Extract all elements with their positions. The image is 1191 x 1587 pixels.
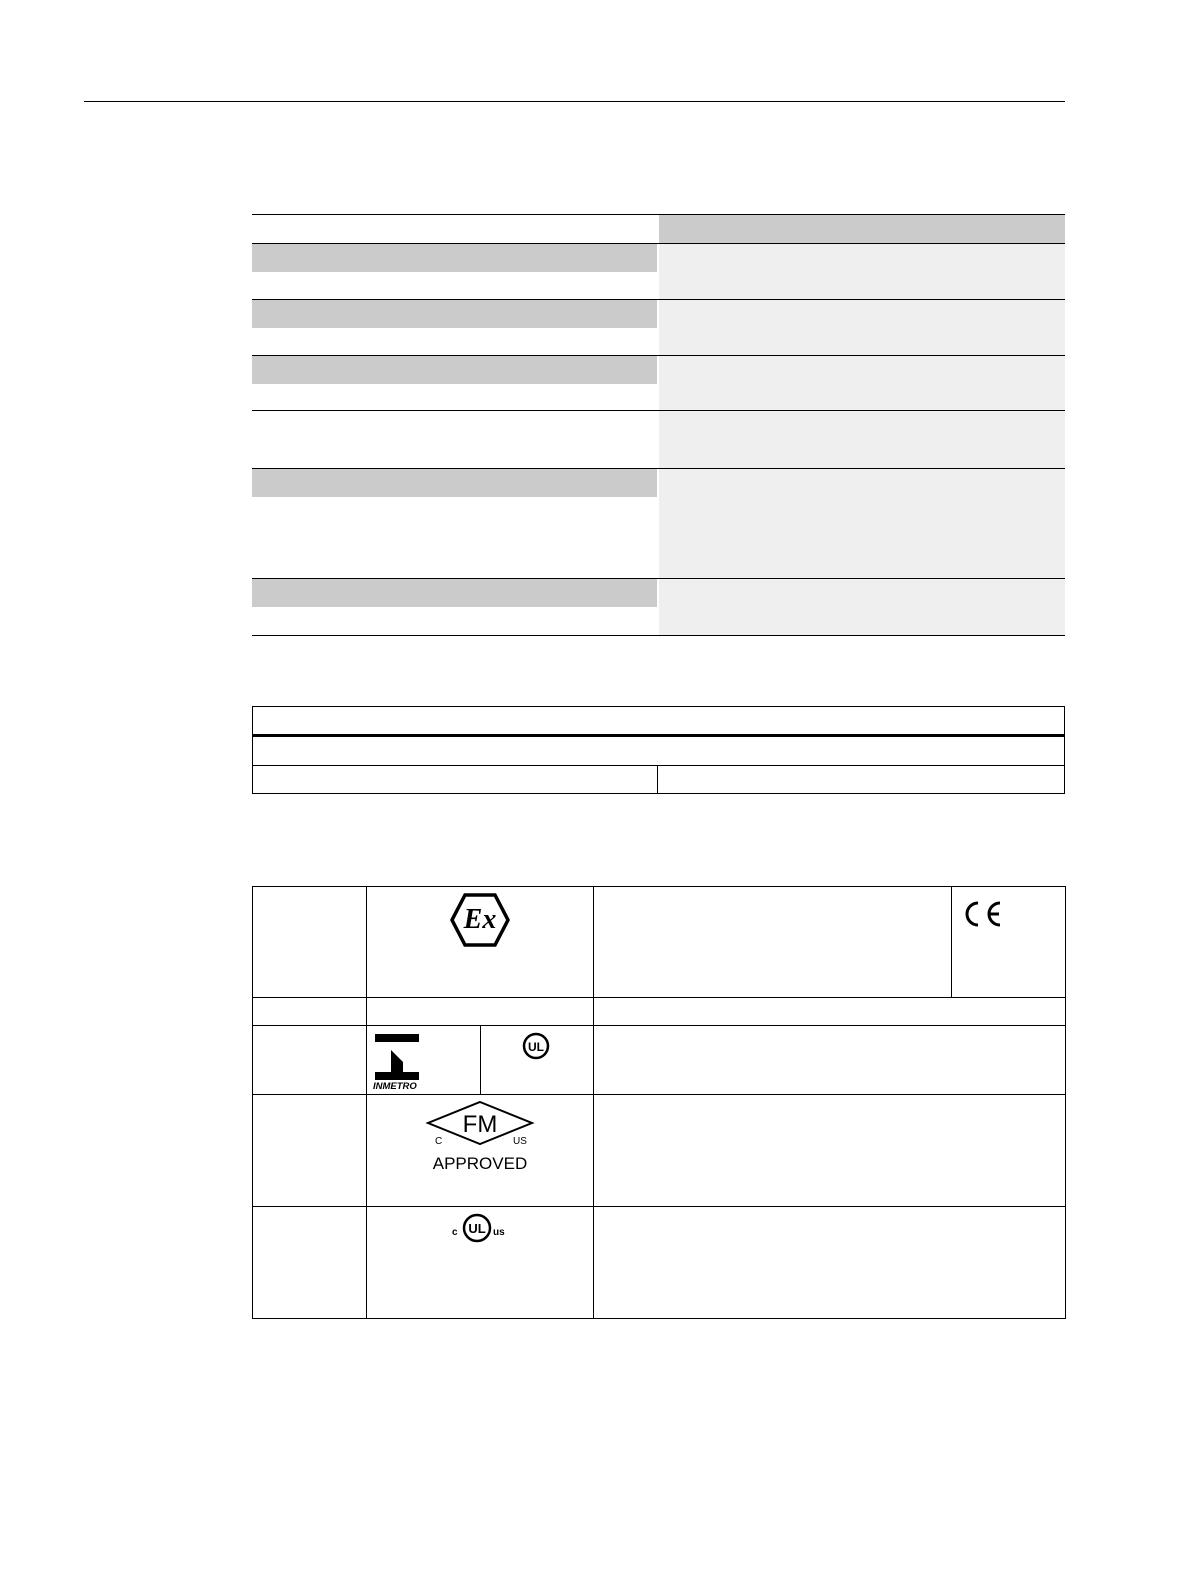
- table-row: [252, 300, 1065, 356]
- svg-text:Ex: Ex: [463, 904, 497, 935]
- summary-split-row: [253, 766, 1064, 793]
- header-rule: [84, 101, 1065, 102]
- svg-text:US: US: [513, 1136, 527, 1147]
- summary-title-row: [253, 707, 1064, 737]
- cul-logo-cell: [367, 1207, 594, 1319]
- row-band: [252, 411, 657, 439]
- value-cell: [659, 469, 1065, 578]
- summary-cell-left: [253, 766, 658, 793]
- table-row: [252, 469, 1065, 579]
- svg-text:INMETRO: INMETRO: [373, 1081, 417, 1090]
- svg-text:FM: FM: [462, 1111, 498, 1138]
- ce-logo-cell: [952, 887, 1066, 998]
- svg-text:us: us: [493, 1227, 505, 1238]
- value-cell: [659, 356, 1065, 410]
- cert-text-cell: [594, 1026, 1066, 1095]
- cul-us-icon: [450, 1209, 510, 1245]
- row-band: [252, 356, 657, 384]
- specifications-table: [252, 214, 1065, 636]
- atex-logo-cell: [367, 887, 594, 998]
- cert-text-cell: [594, 1207, 1066, 1319]
- table-row: [253, 1095, 1066, 1207]
- table-row: [252, 356, 1065, 411]
- row-band: [252, 300, 657, 328]
- table-row: [253, 1207, 1066, 1319]
- value-cell: [659, 411, 1065, 468]
- cert-label-cell: [253, 887, 367, 998]
- cert-text-cell: [594, 1095, 1066, 1207]
- svg-text:c: c: [452, 1227, 458, 1238]
- summary-row: [253, 737, 1064, 766]
- value-cell: [659, 579, 1065, 635]
- table-row: [253, 1026, 1066, 1095]
- svg-text:APPROVED: APPROVED: [432, 1154, 528, 1173]
- table-row: [253, 998, 1066, 1026]
- summary-cell-right: [658, 766, 1064, 793]
- certifications-table: [252, 886, 1066, 1319]
- svg-text:UL: UL: [468, 1221, 486, 1236]
- fm-logo-cell: [367, 1095, 594, 1207]
- value-cell: [659, 300, 1065, 355]
- ul-mark-icon: [521, 1031, 553, 1063]
- row-band: [252, 469, 657, 497]
- ex-hexagon-icon: [449, 892, 511, 948]
- table-row: [252, 244, 1065, 300]
- svg-text:UL: UL: [528, 1040, 544, 1054]
- header-cell-right: [659, 215, 1065, 243]
- ul-logo-cell: [481, 1026, 594, 1095]
- inmetro-logo-cell: [367, 1026, 481, 1095]
- specifications-header: [252, 215, 1065, 244]
- summary-table: [252, 706, 1065, 794]
- table-row: [253, 887, 1066, 998]
- row-band: [252, 579, 657, 607]
- value-cell: [659, 244, 1065, 299]
- row-band: [252, 244, 657, 272]
- fm-approved-icon: [425, 1099, 535, 1179]
- svg-text:C: C: [435, 1136, 443, 1147]
- table-row: [252, 579, 1065, 636]
- table-row: [252, 411, 1065, 469]
- inmetro-icon: [373, 1032, 425, 1090]
- header-cell-left: [252, 215, 657, 243]
- cert-text-cell: [594, 887, 952, 998]
- ce-mark-icon: [962, 899, 1006, 929]
